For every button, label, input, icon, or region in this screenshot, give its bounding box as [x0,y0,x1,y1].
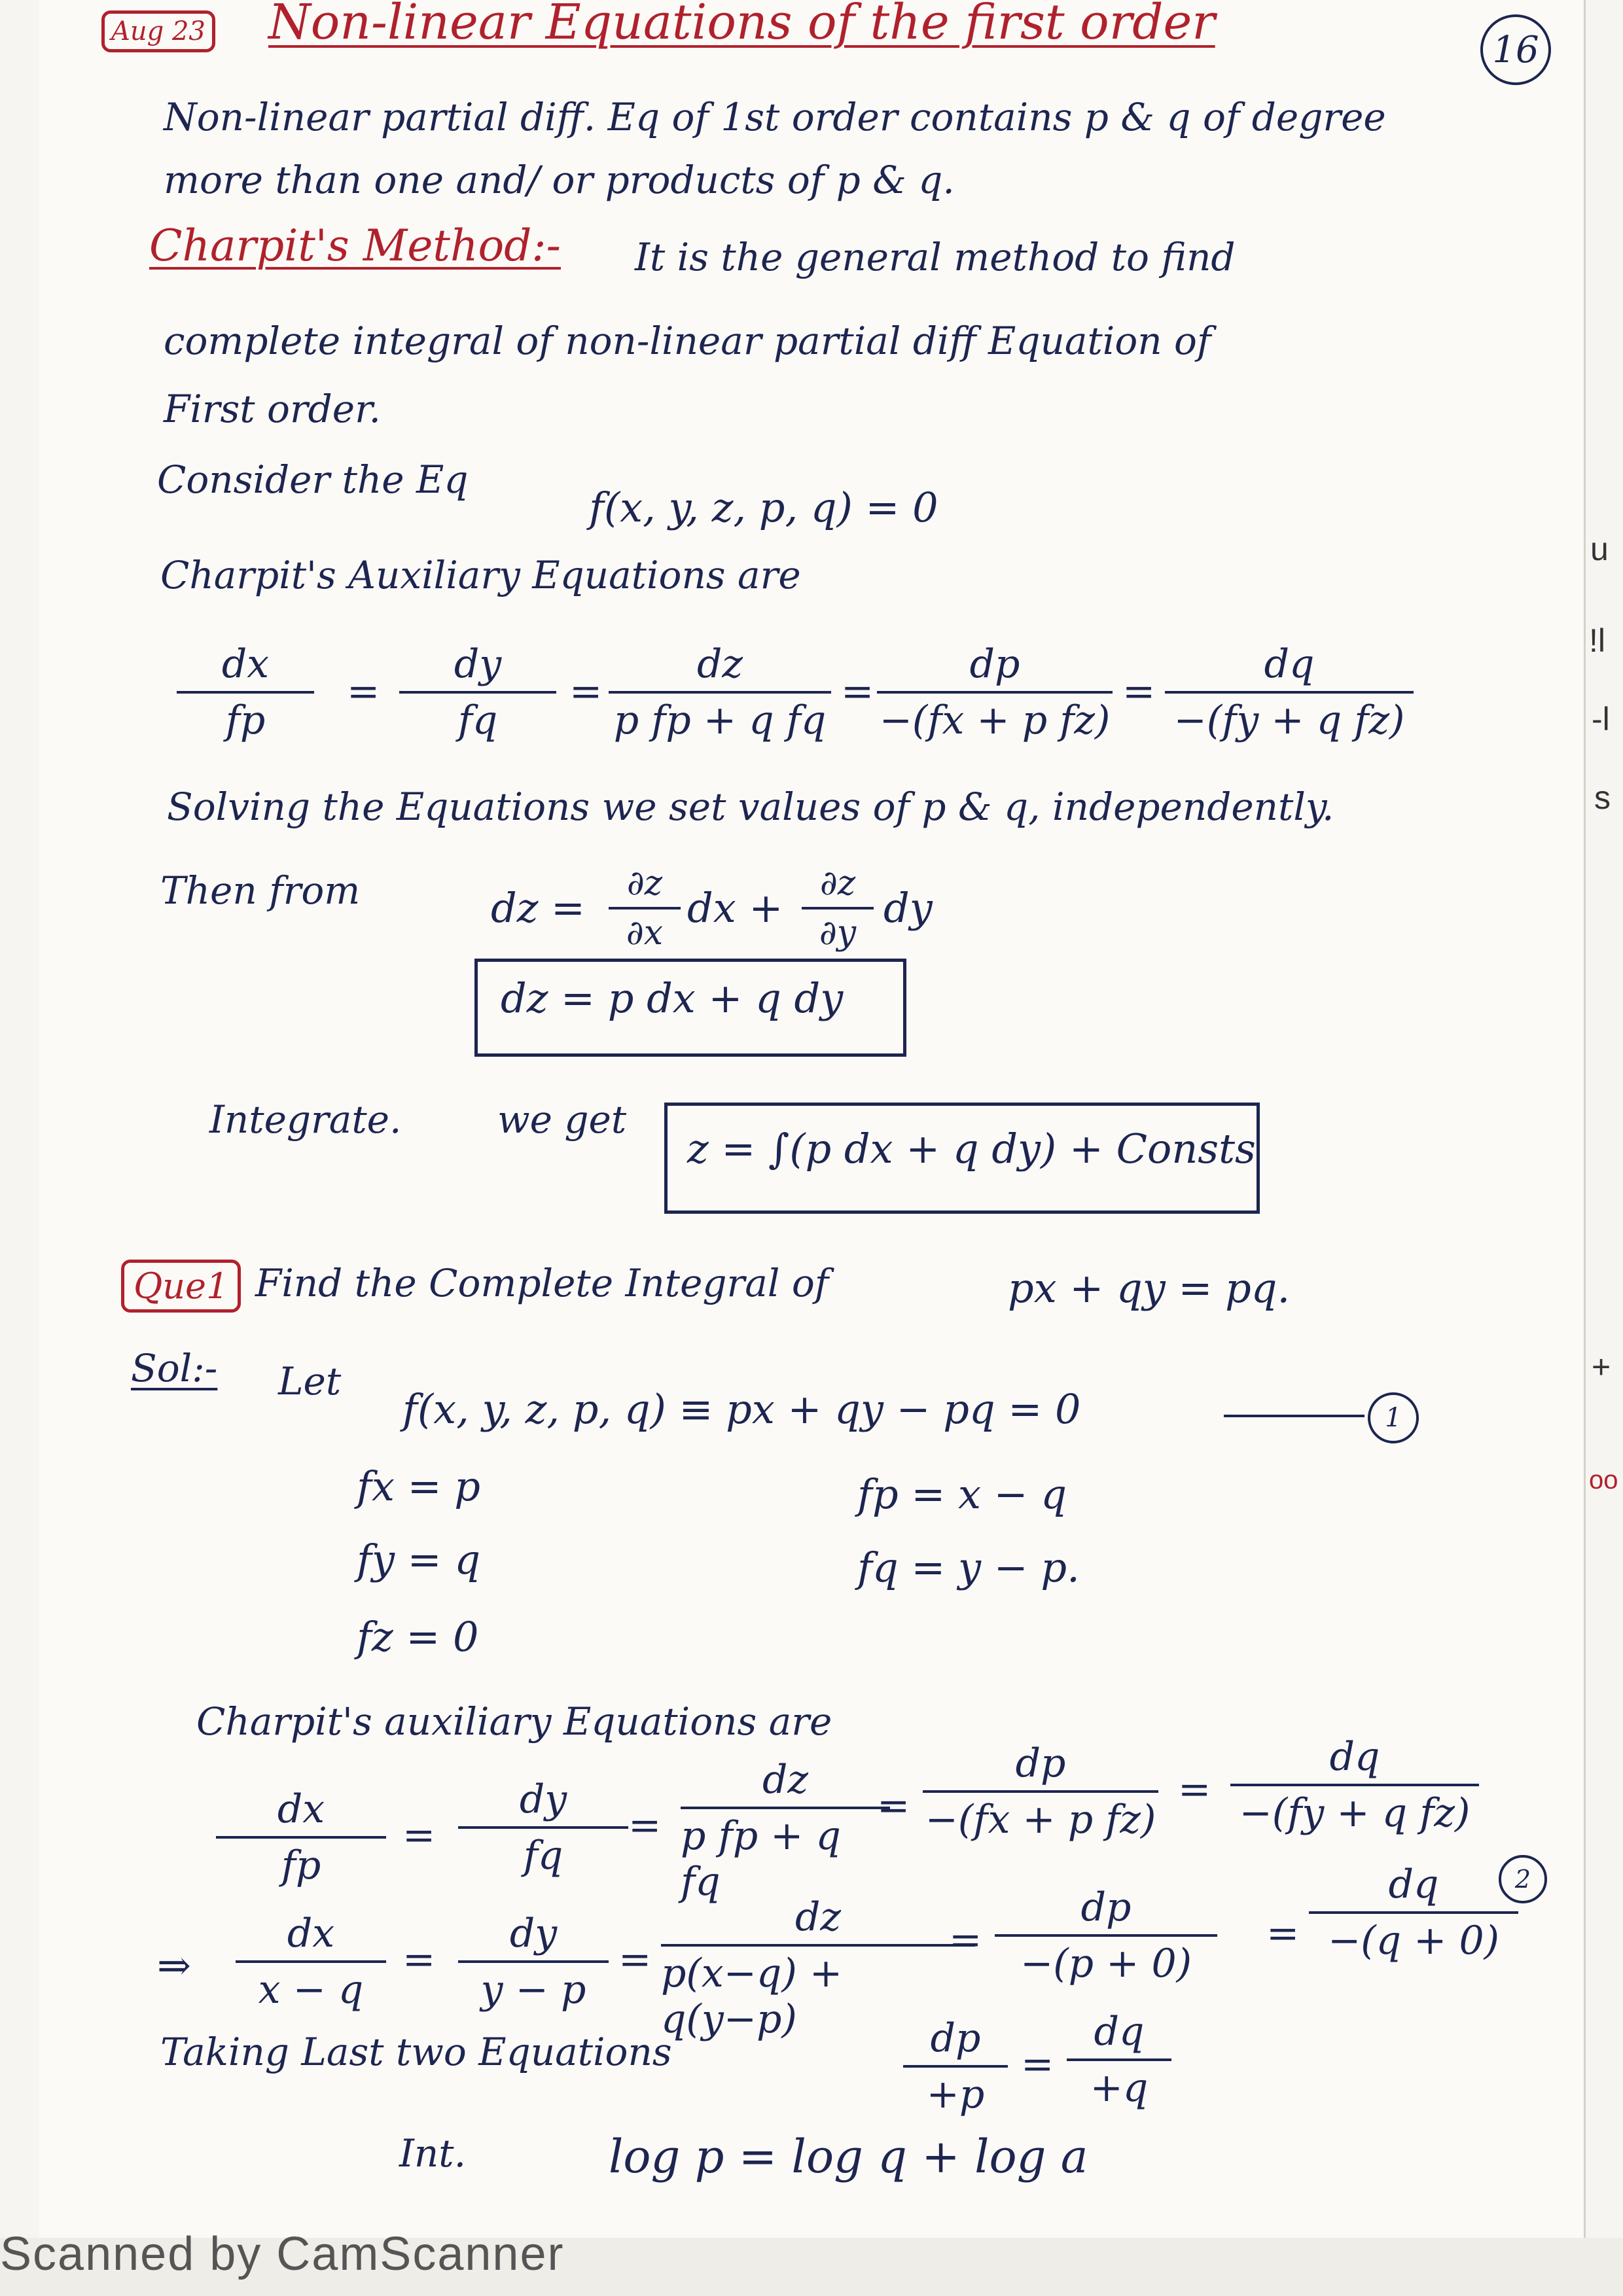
consider-equation: f(x, y, z, p, q) = 0 [589,484,938,531]
page-title: Non-linear Equations of the first order [268,0,1215,50]
eq-sign: = [1178,1767,1211,1812]
edge-mark: + [1592,1349,1611,1385]
solving-line: Solving the Equations we set values of p & q, independently. [167,785,1334,829]
dz-partial-y: ∂z ∂y [802,864,874,953]
taking-frac-dq: dq +q [1067,2009,1171,2111]
then-from: Then from [160,868,361,913]
taking-text: Taking Last two Equations [160,2030,672,2074]
edge-mark: oo [1589,1466,1618,1494]
eq-sign: = [949,1917,982,1963]
charpit-heading: Charpit's Method:- [149,221,561,271]
implies-arrow: ⇒ [157,1941,191,1989]
sub-frac-dq: dq −(q + 0) [1309,1862,1518,1964]
eq-sign: = [569,669,603,715]
partial-fq: fq = y − p. [857,1544,1080,1591]
we-get: we get [497,1097,627,1142]
question-text: Find the Complete Integral of [255,1261,829,1305]
aux-frac-dx: dx fp [177,641,314,743]
eq-sign: = [618,1937,652,1983]
edge-mark: -l [1592,701,1610,737]
sub-frac-dp: dp −(p + 0) [995,1884,1217,1987]
eq-sign: = [841,669,874,715]
page-number: 16 [1480,14,1551,85]
solution-equation: f(x, y, z, p, q) ≡ px + qy − pq = 0 [402,1385,1081,1433]
int-label: Int. [399,2131,467,2176]
aux-frac-dy: dy fq [399,641,556,743]
partial-fp: fp = x − q [857,1470,1067,1518]
aux-specific-intro: Charpit's auxiliary Equations are [196,1699,832,1744]
equation-number-1: 1 [1368,1392,1419,1443]
taking-frac-dp: dp +p [903,2015,1008,2117]
eq-sign: = [1266,1911,1300,1956]
dz-mid: dx + [687,884,783,932]
aux2-frac-dz: dz p fp + q fq [681,1757,890,1905]
log-equation: log p = log q + log a [609,2130,1088,2183]
aux-intro: Charpit's Auxiliary Equations are [160,553,801,597]
solution-label: Sol:- [131,1346,218,1390]
eq-sign: = [877,1783,910,1829]
question-equation: px + qy = pq. [1008,1264,1291,1312]
partial-fz: fz = 0 [357,1613,479,1661]
boxed-integral-text: z = ∫(p dx + q dy) + Consts [687,1125,1256,1173]
intro-line-2: more than one and/ or products of p & q. [164,158,955,202]
scanner-watermark: Scanned by CamScanner [0,2228,565,2280]
integrate-label: Integrate. [209,1097,402,1142]
eq-sign: = [1021,2041,1054,2087]
dz-left: dz = [491,884,586,932]
edge-mark: !l [1589,622,1605,659]
eq-sign: = [1122,669,1156,715]
charpit-line-1: It is the general method to find [635,235,1236,279]
edge-mark: u [1590,531,1609,567]
charpit-line-2: complete integral of non-linear partial diff Equation of [164,319,1211,363]
consider-label: Consider the Eq [157,457,469,502]
edge-mark: s [1594,779,1611,816]
sub-frac-dx: dx x − q [236,1911,386,2013]
aux2-frac-dy: dy fq [458,1776,628,1879]
aux2-frac-dx: dx fp [216,1786,386,1888]
question-badge: Que1 [121,1260,241,1313]
partial-fy: fy = q [357,1536,481,1583]
aux-frac-dq: dq −(fy + q fz) [1165,641,1414,743]
aux-frac-dp: dp −(fx + p fz) [877,641,1113,743]
eq-sign: = [402,1937,436,1983]
equation-rule [1224,1415,1364,1417]
charpit-line-3: First order. [164,387,381,431]
eq-sign: = [628,1803,662,1848]
sub-frac-dy: dy y − p [458,1911,609,2013]
dz-partial-x: ∂z ∂x [609,864,681,953]
aux-frac-dz: dz p fp + q fq [609,641,831,743]
dz-end: dy [883,884,933,932]
eq-sign: = [402,1812,436,1858]
scanner-footer [0,2228,1623,2296]
eq-sign: = [347,669,380,715]
equation-number-2: 2 [1499,1855,1547,1903]
let-label: Let [278,1359,342,1404]
boxed-dz-text: dz = p dx + q dy [501,974,844,1022]
intro-line-1: Non-linear partial diff. Eq of 1st order contains p & q of degree [164,95,1386,139]
date-badge: Aug 23 [101,10,215,52]
partial-fx: fx = p [357,1462,480,1510]
aux2-frac-dq: dq −(fy + q fz) [1230,1734,1479,1836]
aux2-frac-dp: dp −(fx + p fz) [923,1740,1158,1843]
sub-frac-dz: dz p(x−q) + q(y−p) [661,1894,975,2042]
